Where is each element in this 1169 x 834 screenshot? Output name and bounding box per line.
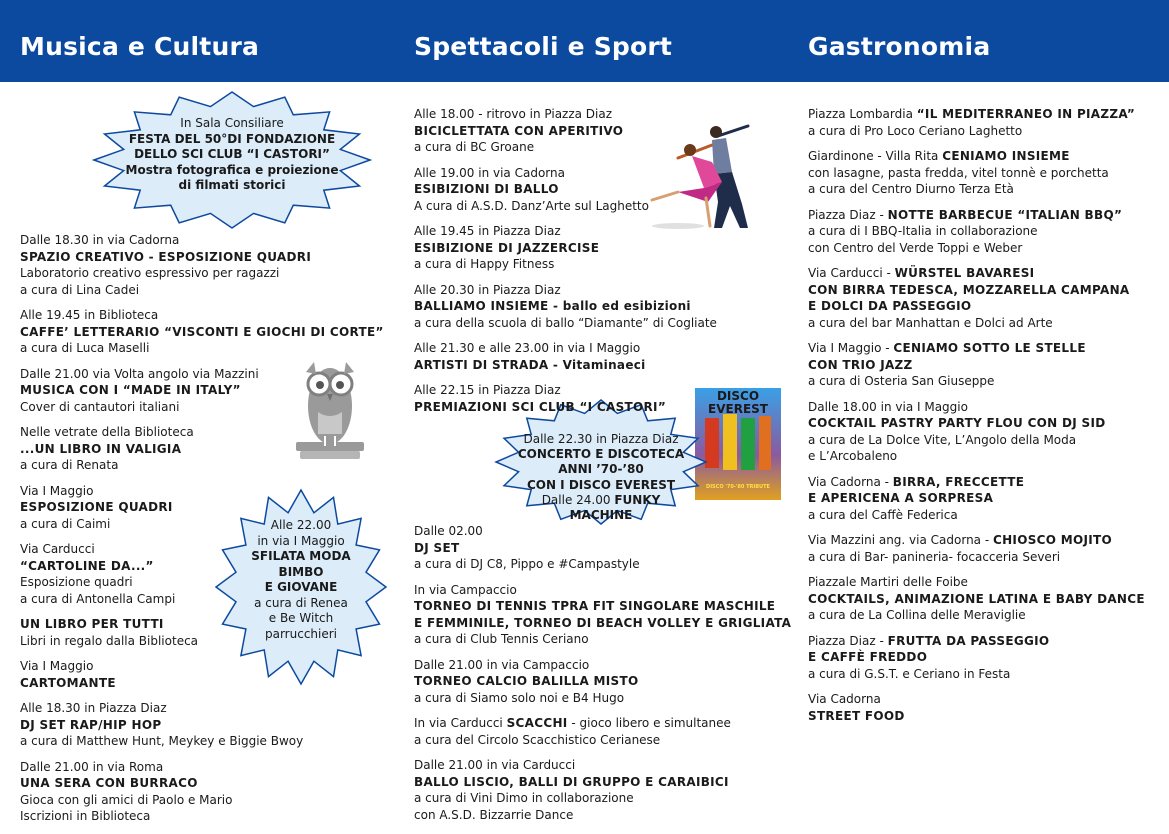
event-title: CAFFE’ LETTERARIO “VISCONTI E GIOCHI DI CORTE” (20, 324, 384, 339)
event-entry (414, 523, 791, 573)
event-entry (20, 541, 384, 607)
event-line (414, 598, 791, 615)
event-line (808, 549, 1145, 566)
event-title: CENIAMO SOTTO LE STELLE (893, 341, 1086, 355)
event-detail: Iscrizioni in Biblioteca (20, 809, 151, 823)
heading-musica-cultura: Musica e Cultura (20, 32, 260, 61)
star-line (512, 447, 690, 462)
event-title: ...UN LIBRO IN VALIGIA (20, 441, 182, 456)
header-bar (0, 0, 1169, 82)
event-line (414, 315, 717, 332)
event-title: E DOLCI DA PASSEGGIO (808, 299, 972, 313)
event-detail: a cura de La Dolce Vite, L’Angolo della Moda (808, 432, 1077, 447)
event-line (414, 790, 791, 807)
event-title: COCKTAIL PASTRY PARTY FLOU CON DJ SID (808, 416, 1106, 430)
event-title: MUSICA CON I “MADE IN ITALY” (20, 383, 241, 397)
event-detail: a cura del bar Manhattan e Dolci ad Arte (808, 315, 1053, 330)
event-line (414, 673, 791, 690)
event-detail: a cura di Pro Loco Ceriano Laghetto (808, 123, 1023, 138)
event-line (20, 282, 384, 299)
event-line (808, 666, 1145, 683)
event-line (808, 298, 1145, 315)
event-line (20, 558, 384, 575)
event-line (20, 516, 384, 533)
event-line (808, 474, 1145, 491)
event-line (414, 657, 791, 674)
event-line (20, 591, 384, 608)
event-entry (20, 424, 384, 474)
event-line (20, 265, 384, 282)
column-spettacoli-sport-top (414, 106, 717, 424)
star-line: parrucchieri (264, 626, 338, 641)
event-detail: Alle 19.45 in Piazza Diaz (414, 224, 561, 238)
event-line (808, 265, 1145, 282)
star-run: CONCERTO E DISCOTECA (517, 447, 685, 462)
event-line (20, 457, 384, 474)
star-line: FESTA DEL 50°DI FONDAZIONE (128, 131, 336, 146)
event-entry (414, 340, 717, 373)
event-detail: Esposizione quadri (20, 575, 133, 589)
event-line (20, 658, 384, 675)
event-detail: Via Cadorna (808, 692, 881, 706)
event-line (20, 399, 384, 416)
event-line (808, 532, 1145, 549)
event-line (808, 649, 1145, 666)
event-detail: a cura di Club Tennis Ceriano (414, 632, 589, 646)
event-line (808, 708, 1145, 725)
event-title: BALLIAMO INSIEME - ballo ed esibizioni (414, 299, 691, 313)
event-line (414, 582, 791, 599)
event-title: TORNEO CALCIO BALILLA MISTO (414, 674, 639, 688)
event-title: PREMIAZIONI SCI CLUB “I CASTORI” (414, 399, 667, 414)
event-detail: Gioca con gli amici di Paolo e Mario (20, 792, 233, 807)
event-line (20, 441, 384, 458)
event-title: CENIAMO INSIEME (942, 149, 1070, 163)
event-title: E APERICENA A SORPRESA (808, 491, 994, 505)
event-line (20, 633, 384, 650)
star-run: Dalle 22.30 in Piazza Diaz (523, 432, 679, 446)
event-detail: a cura di Vini Dimo in collaborazione (414, 791, 634, 805)
event-title: CARTOMANTE (20, 675, 116, 690)
event-line (414, 123, 717, 140)
event-entry (808, 474, 1145, 524)
event-detail: Piazza Diaz - (808, 633, 888, 648)
star1-text (122, 116, 342, 194)
star-run: CON I DISCO EVEREST (526, 477, 676, 492)
event-line (20, 675, 384, 692)
event-title: DJ SET RAP/HIP HOP (20, 717, 162, 732)
event-line (414, 240, 717, 257)
event-detail: In via Carducci (414, 716, 507, 730)
event-line (20, 499, 384, 516)
event-detail: a cura de La Collina delle Meraviglie (808, 608, 1026, 622)
event-title: STREET FOOD (808, 708, 905, 723)
event-line (414, 715, 791, 732)
event-detail: a cura di BC Groane (414, 140, 535, 154)
event-detail: a cura di Happy Fitness (414, 257, 555, 271)
event-detail: Dalle 18.00 in via I Maggio (808, 399, 968, 414)
event-detail: Cover di cantautori italiani (20, 399, 180, 414)
event-line (414, 282, 717, 299)
event-detail: Via Carducci (20, 542, 95, 556)
star-line: Alle 22.00 (270, 518, 332, 532)
event-line (414, 732, 791, 749)
event-line (414, 757, 791, 774)
column-gastronomia (808, 106, 1145, 733)
star-line: BIMBO (278, 564, 324, 579)
event-detail: a cura di Siamo solo noi e B4 Hugo (414, 690, 625, 705)
event-line (414, 631, 791, 648)
event-title: ESPOSIZIONE QUADRI (20, 500, 173, 514)
event-entry (20, 483, 384, 533)
event-detail: Dalle 21.00 in via Carducci (414, 758, 576, 772)
event-title: BALLO LISCIO, BALLI DI GRUPPO E CARAIBICI (414, 774, 729, 789)
event-entry (20, 759, 384, 825)
event-line (808, 106, 1145, 123)
event-title: NOTTE BARBECUE “ITALIAN BBQ” (887, 207, 1123, 222)
event-entry (808, 207, 1145, 257)
event-line (808, 507, 1145, 524)
event-title: “CARTOLINE DA...” (20, 558, 154, 573)
event-title: ESIBIZIONI DI BALLO (414, 182, 559, 196)
event-entry (414, 657, 791, 707)
event-detail: Via Cadorna - (808, 474, 893, 489)
event-line (808, 448, 1145, 465)
event-title: SPAZIO CREATIVO - ESPOSIZIONE QUADRI (20, 249, 312, 264)
event-line (20, 232, 384, 249)
star-line: E GIOVANE (264, 580, 338, 594)
event-title: WÜRSTEL BAVARESI (894, 266, 1035, 280)
event-detail: a cura di Osteria San Giuseppe (808, 374, 995, 388)
event-detail: Piazza Diaz - (808, 207, 888, 222)
event-detail: a cura di G.S.T. e Ceriano in Festa (808, 666, 1011, 681)
event-detail: a cura di DJ C8, Pippo e #Campastyle (414, 557, 640, 571)
event-title: BICICLETTATA CON APERITIVO (414, 123, 624, 138)
event-line (20, 808, 384, 825)
star-line: SFILATA MODA (251, 549, 351, 563)
event-detail: Laboratorio creativo espressivo per ragazzi (20, 266, 280, 280)
event-line (20, 792, 384, 809)
event-entry (414, 106, 717, 156)
event-detail: Via Carducci - (808, 266, 895, 280)
event-detail: a cura di Bar- panineria- focacceria Severi (808, 549, 1061, 564)
star3-text (512, 432, 690, 523)
event-line (20, 249, 384, 266)
event-line (414, 807, 791, 824)
event-line (20, 775, 384, 792)
event-title: “IL MEDITERRANEO IN PIAZZA” (916, 107, 1136, 121)
event-line (20, 759, 384, 776)
star-badge-festa-fondazione (92, 90, 372, 230)
event-detail: Alle 18.30 in Piazza Diaz (20, 701, 167, 715)
event-line (20, 574, 384, 591)
event-line (20, 483, 384, 500)
event-detail: Alle 22.15 in Piazza Diaz (414, 383, 561, 397)
event-entry (20, 366, 384, 416)
event-entry (414, 165, 717, 215)
event-detail: A cura di A.S.D. Danz’Arte sul Laghetto (414, 198, 649, 213)
event-line (414, 223, 717, 240)
event-entry (414, 757, 791, 823)
event-entry (808, 574, 1145, 624)
column-spettacoli-sport-bottom (414, 523, 791, 832)
star-line: Mostra fotografica e proiezione (125, 162, 339, 177)
event-detail: Libri in regalo dalla Biblioteca (20, 633, 199, 648)
event-title: ARTISTI DI STRADA - Vitaminaeci (414, 357, 646, 372)
event-detail: Alle 19.00 in via Cadorna (414, 165, 565, 180)
event-title: UN LIBRO PER TUTTI (20, 617, 164, 631)
event-line (20, 733, 384, 750)
event-line (414, 298, 717, 315)
event-line (808, 123, 1145, 140)
disco-cover-caption: DISCO '70-'80 TRIBUTE (706, 484, 770, 490)
event-detail: Nelle vetrate della Biblioteca (20, 425, 194, 439)
heading-spettacoli-sport: Spettacoli e Sport (414, 32, 673, 61)
event-line (808, 490, 1145, 507)
event-entry (808, 106, 1145, 139)
event-detail: con Centro del Verde Toppi e Weber (808, 240, 1023, 255)
event-detail: Dalle 18.30 in via Cadorna (20, 233, 180, 247)
event-entry (808, 340, 1145, 390)
event-line (414, 181, 717, 198)
star-line (512, 432, 690, 447)
event-line (20, 366, 384, 383)
event-detail: Dalle 02.00 (414, 524, 483, 538)
star-line (512, 478, 690, 493)
event-entry (414, 382, 717, 415)
event-detail: e L’Arcobaleno (808, 449, 898, 463)
event-line (414, 556, 791, 573)
event-detail: a cura di Renata (20, 458, 119, 472)
event-line (808, 165, 1145, 182)
event-line (808, 432, 1145, 449)
event-line (808, 240, 1145, 257)
star-run: ANNI ’70-’80 (558, 462, 644, 477)
star-line: DELLO SCI CLUB “I CASTORI” (134, 147, 330, 161)
event-line (414, 340, 717, 357)
event-line (20, 382, 384, 399)
event-line (414, 615, 791, 632)
event-line (414, 256, 717, 273)
event-line (414, 139, 717, 156)
event-line (20, 424, 384, 441)
event-title: CHIOSCO MOJITO (992, 533, 1112, 547)
event-detail: Via I Maggio (20, 659, 94, 673)
event-detail: Giardinone - Villa Rita (808, 149, 943, 163)
event-title: CON BIRRA TEDESCA, MOZZARELLA CAMPANA (808, 282, 1130, 297)
event-detail: Via I Maggio (20, 483, 94, 498)
event-line (414, 198, 717, 215)
event-entry (20, 307, 384, 357)
event-line (808, 633, 1145, 650)
star-line (512, 493, 690, 523)
event-line (414, 165, 717, 182)
event-line (808, 399, 1145, 416)
event-detail: a cura di Antonella Campi (20, 591, 176, 606)
event-entry (20, 700, 384, 750)
event-detail: - gioco libero e simultanee (567, 716, 731, 730)
event-entry (20, 232, 384, 298)
star-run: Dalle 24.00 (541, 492, 615, 507)
star-line: e Be Witch (268, 611, 334, 625)
event-detail: a cura di I BBQ-Italia in collaborazione (808, 224, 1038, 238)
event-line (20, 307, 384, 324)
event-detail: Dalle 21.00 via Volta angolo via Mazzini (20, 366, 259, 381)
event-line (414, 357, 717, 374)
event-title: SCACCHI (506, 716, 568, 730)
event-line (414, 540, 791, 557)
event-line (20, 340, 384, 357)
event-entry (20, 658, 384, 691)
event-line (808, 607, 1145, 624)
event-title: E FEMMINILE, TORNEO DI BEACH VOLLEY E GRIGLIATA (414, 615, 792, 630)
event-line (20, 616, 384, 633)
event-detail: a cura di Matthew Hunt, Meykey e Biggie Bwoy (20, 734, 304, 748)
event-detail: Dalle 21.00 in via Roma (20, 759, 164, 774)
event-title: FRUTTA DA PASSEGGIO (887, 633, 1050, 648)
star-line (512, 462, 690, 477)
event-line (808, 415, 1145, 432)
event-detail: Alle 18.00 - ritrovo in Piazza Diaz (414, 107, 613, 121)
event-line (808, 591, 1145, 608)
event-detail: a cura del Centro Diurno Terza Età (808, 182, 1014, 196)
event-detail: Via Mazzini ang. via Cadorna - (808, 533, 993, 547)
event-detail: a cura di Caimi (20, 516, 111, 531)
event-line (414, 523, 791, 540)
event-title: CON TRIO JAZZ (808, 357, 913, 372)
event-entry (808, 633, 1145, 683)
event-detail: Piazza Lombardia (808, 107, 917, 121)
event-title: ESIBIZIONE DI JAZZERCISE (414, 240, 600, 255)
event-title: DJ SET (414, 540, 460, 555)
event-detail: a cura di Luca Maselli (20, 341, 150, 355)
star-line: di filmati storici (178, 178, 286, 192)
event-detail: a cura di Lina Cadei (20, 282, 140, 297)
event-detail: Alle 21.30 e alle 23.00 in via I Maggio (414, 341, 641, 355)
event-line (414, 399, 717, 416)
disco-cover-title: DISCO EVEREST (708, 389, 768, 416)
event-line (808, 315, 1145, 332)
event-line (808, 282, 1145, 299)
event-title: UNA SERA CON BURRACO (20, 776, 198, 790)
heading-gastronomia: Gastronomia (808, 32, 991, 61)
event-line (414, 774, 791, 791)
event-line (20, 541, 384, 558)
event-line (808, 207, 1145, 224)
event-entry (414, 582, 791, 648)
event-entry (808, 399, 1145, 465)
event-entry (414, 223, 717, 273)
event-entry (808, 148, 1145, 198)
event-line (808, 691, 1145, 708)
event-line (414, 382, 717, 399)
event-detail: Alle 19.45 in Biblioteca (20, 308, 159, 322)
star-line: in via I Maggio (257, 533, 345, 548)
event-entry (20, 616, 384, 649)
event-title: COCKTAILS, ANIMAZIONE LATINA E BABY DANCE (808, 591, 1145, 606)
event-detail: Via I Maggio - (808, 341, 894, 355)
event-entry (808, 532, 1145, 565)
event-line (20, 700, 384, 717)
event-line (808, 148, 1145, 165)
column-musica-cultura (20, 232, 384, 834)
event-detail: Alle 20.30 in Piazza Diaz (414, 282, 561, 297)
event-title: E CAFFÈ FREDDO (808, 650, 928, 664)
event-detail: Dalle 21.00 in via Campaccio (414, 657, 590, 672)
event-detail: con A.S.D. Bizzarrie Dance (414, 807, 574, 822)
event-detail: In via Campaccio (414, 582, 517, 597)
event-line (808, 340, 1145, 357)
event-entry (808, 691, 1145, 724)
star-run: FUNKY MACHINE (569, 492, 661, 523)
event-entry (414, 282, 717, 332)
event-line (808, 357, 1145, 374)
event-line (808, 574, 1145, 591)
event-line (414, 690, 791, 707)
event-detail: Piazzale Martiri delle Foibe (808, 575, 968, 589)
event-title: TORNEO DI TENNIS TPRA FIT SINGOLARE MASCHILE (414, 599, 776, 613)
event-entry (808, 265, 1145, 331)
event-line (20, 717, 384, 734)
event-detail: con lasagne, pasta fredda, vitel tonnè e porchetta (808, 165, 1109, 180)
event-line (808, 181, 1145, 198)
event-title: BIRRA, FRECCETTE (892, 474, 1025, 489)
event-detail: a cura della scuola di ballo “Diamante” di Cogliate (414, 315, 717, 330)
event-line (808, 223, 1145, 240)
event-line (808, 373, 1145, 390)
star-line: In Sala Consiliare (180, 116, 284, 130)
star-line: a cura di Renea (254, 595, 348, 610)
event-line (20, 324, 384, 341)
event-entry (414, 715, 791, 748)
event-line (414, 106, 717, 123)
event-detail: a cura del Caffè Federica (808, 507, 958, 522)
event-detail: a cura del Circolo Scacchistico Cerianese (414, 732, 661, 747)
